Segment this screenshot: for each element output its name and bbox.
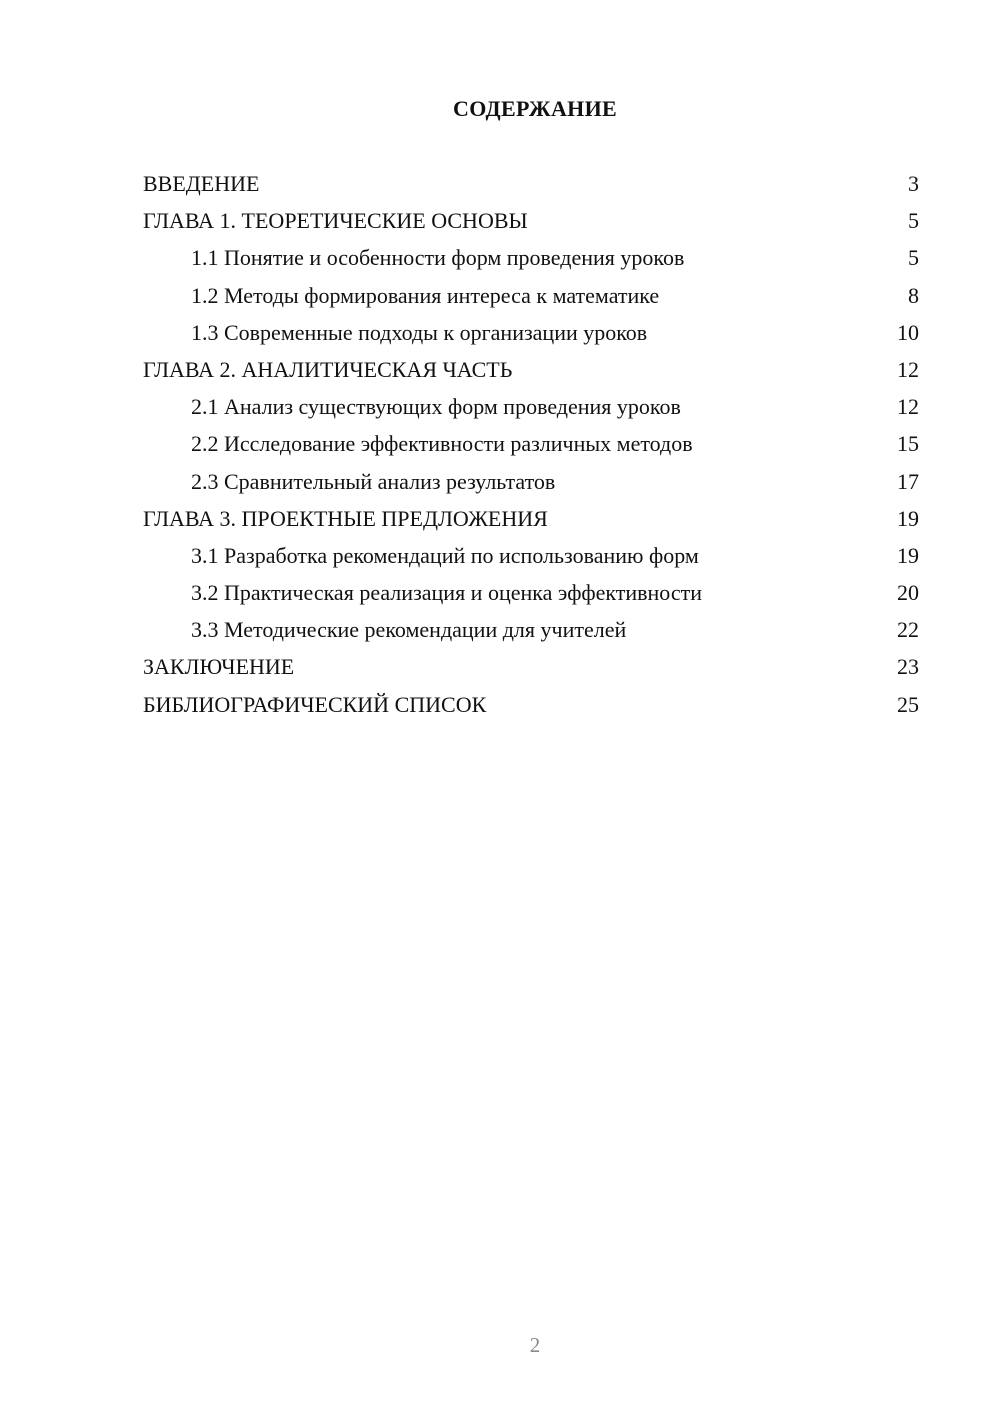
- toc-entry-page: 19: [897, 505, 919, 531]
- toc-entry-conclusion: [143, 652, 919, 689]
- toc-entry-label: 1.3 Современные подходы к организации уроков: [191, 319, 648, 345]
- toc-entry-chapter-3: [143, 504, 919, 541]
- toc-entry-label: ГЛАВА 1. ТЕОРЕТИЧЕСКИЕ ОСНОВЫ: [143, 208, 528, 234]
- toc-entry-section-1-1: [143, 243, 919, 280]
- toc-entry-label: ЗАКЛЮЧЕНИЕ: [143, 654, 295, 680]
- toc-entry-section-3-1: [143, 541, 919, 578]
- toc-entry-page: 10: [897, 319, 919, 345]
- toc-entry-label: 1.1 Понятие и особенности форм проведения уроков: [191, 245, 685, 271]
- toc-entry-section-3-2: [143, 578, 919, 615]
- page-title: СОДЕРЖАНИЕ: [453, 96, 617, 121]
- toc-entry-section-2-1: [143, 392, 919, 429]
- toc-entry-section-3-3: [143, 615, 919, 652]
- toc-entry-section-2-3: [143, 467, 919, 504]
- toc-entry-label: 2.2 Исследование эффективности различных методов: [191, 431, 693, 457]
- toc-entry-introduction: [143, 169, 919, 206]
- toc-entry-section-2-2: [143, 429, 919, 466]
- toc-entry-bibliography: [143, 690, 919, 727]
- toc-entry-label: ВВЕДЕНИЕ: [143, 171, 260, 196]
- page-number: 2: [529, 1333, 541, 1357]
- toc-entry-label: 2.3 Сравнительный анализ результатов: [191, 468, 556, 494]
- toc-entry-page: 3: [908, 171, 919, 196]
- toc-entry-page: 5: [908, 208, 919, 234]
- toc-entry-page: 19: [897, 542, 919, 568]
- toc-entry-page: 12: [897, 356, 919, 382]
- toc-entry-page: 22: [897, 617, 919, 643]
- toc-entry-page: 8: [908, 282, 919, 308]
- toc-entry-section-1-2: [143, 281, 919, 318]
- toc-entry-label: ГЛАВА 3. ПРОЕКТНЫЕ ПРЕДЛОЖЕНИЯ: [143, 505, 548, 531]
- toc-entry-section-1-3: [143, 318, 919, 355]
- table-of-contents: [143, 169, 919, 727]
- toc-entry-label: 3.1 Разработка рекомендаций по использованию форм: [191, 542, 699, 568]
- toc-entry-chapter-1: [143, 206, 919, 243]
- toc-entry-label: 3.3 Методические рекомендации для учителей: [191, 617, 627, 643]
- toc-entry-page: 12: [897, 394, 919, 420]
- toc-entry-label: ГЛАВА 2. АНАЛИТИЧЕСКАЯ ЧАСТЬ: [143, 356, 513, 382]
- toc-entry-label: 2.1 Анализ существующих форм проведения уроков: [191, 394, 681, 420]
- toc-entry-label: 1.2 Методы формирования интереса к математике: [191, 282, 660, 308]
- toc-entry-label: 3.2 Практическая реализация и оценка эффективности: [191, 580, 702, 606]
- toc-entry-chapter-2: [143, 355, 919, 392]
- toc-entry-page: 15: [897, 431, 919, 457]
- toc-entry-page: 23: [897, 654, 919, 680]
- toc-entry-page: 25: [897, 691, 919, 717]
- toc-entry-page: 5: [908, 245, 919, 271]
- toc-entry-label: БИБЛИОГРАФИЧЕСКИЙ СПИСОК: [143, 691, 487, 717]
- toc-entry-page: 17: [897, 468, 919, 494]
- toc-entry-page: 20: [897, 580, 919, 606]
